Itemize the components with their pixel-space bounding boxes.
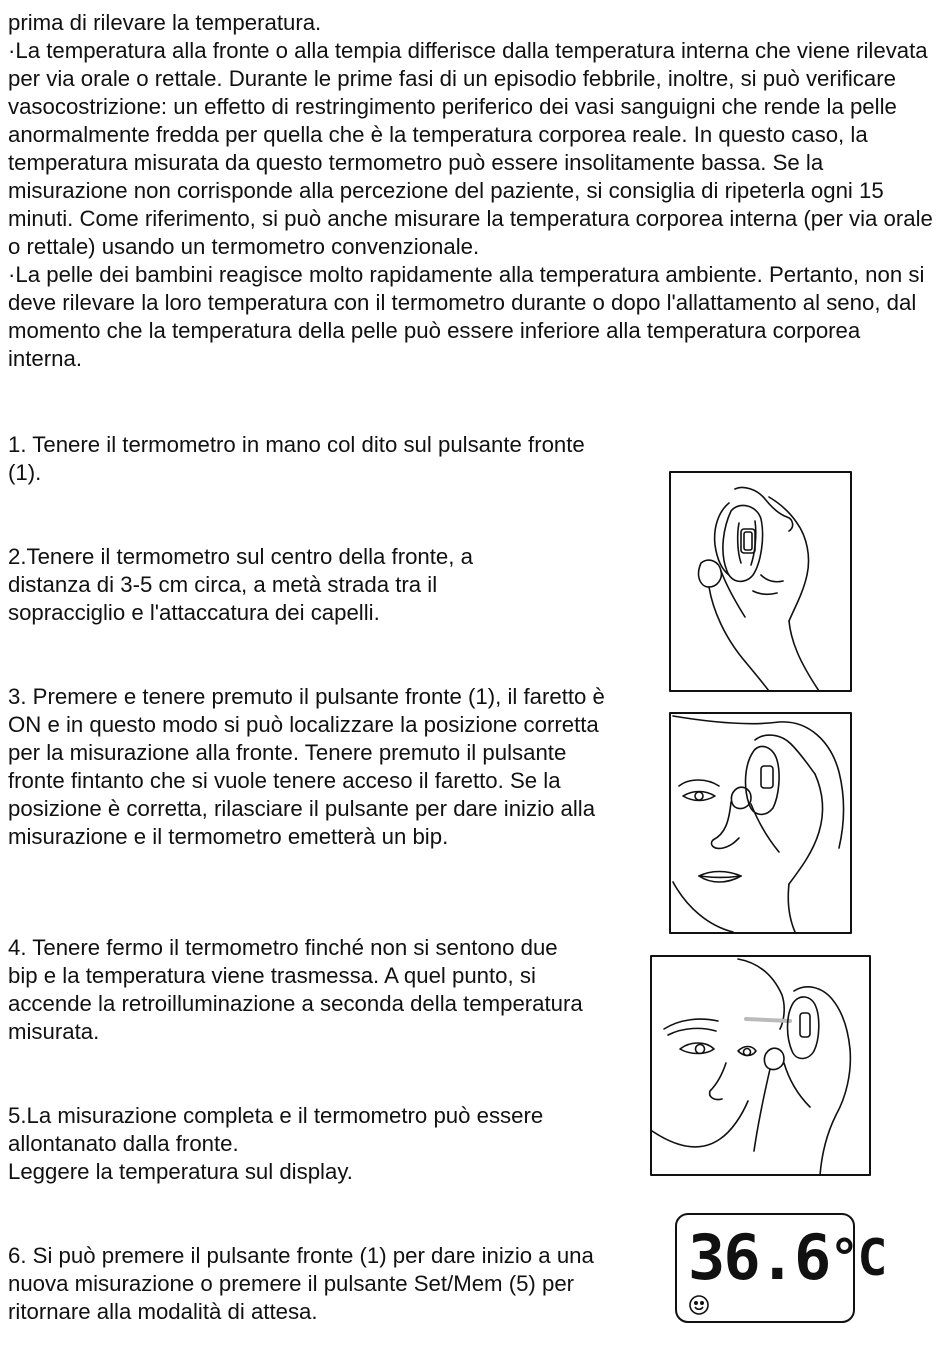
step-6-text: 6. Si può premere il pulsante fronte (1) per dare inizio a una nuova misurazione o premere il pulsante Set/Mem (5) per ritornare alla modalità di attesa. xyxy=(8,1243,594,1324)
step-4-text: 4. Tenere fermo il termometro finché non si sentono due bip e la temperatura viene trasmessa. A quel punto, si accende la retroilluminazione a seconda della temperatura misurata. xyxy=(8,935,583,1044)
forehead-measuring-illustration xyxy=(650,955,871,1176)
temperature-unit: °C xyxy=(829,1229,886,1287)
intro-text xyxy=(8,9,938,373)
intro-paragraph-1: prima di rilevare la temperatura. xyxy=(8,10,322,35)
temperature-value: 36.6 xyxy=(688,1221,830,1294)
intro-paragraph-2: ·La temperatura alla fronte o alla tempia differisce dalla temperatura interna che viene rilevata per via orale o rettale. Durante le prime fasi di un episodio febbrile, inoltre, si può verificare vasocostrizione: un effetto di restringimento periferico dei vasi sanguigni che rende la pelle anormalmente fredda per quella che è la temperatura corporea reale. In questo caso, la temperatura misurata da questo termometro può essere insolitamente bassa. Se la misurazione non corrisponde alla percezione del paziente, si consiglia di ripeterla ogni 15 minuti. Come riferimento, si può anche misurare la temperatura corporea interna (per via orale o rettale) usando un termometro convenzionale. xyxy=(8,38,933,259)
lcd-display xyxy=(674,1212,886,1324)
intro-paragraph-3: ·La pelle dei bambini reagisce molto rapidamente alla temperatura ambiente. Pertanto, non si deve rilevare la loro temperatura con il termometro durante o dopo l'allattamento al seno, dal momento che la temperatura della pelle può essere inferiore alla temperatura corporea interna. xyxy=(8,262,925,371)
step-2-text: 2.Tenere il termometro sul centro della fronte, a distanza di 3-5 cm circa, a metà strada tra il sopracciglio e l'attaccatura dei capelli. xyxy=(8,544,473,625)
forehead-aiming-illustration xyxy=(669,712,852,934)
smiley-icon xyxy=(688,1294,710,1316)
hand-holding-thermometer-illustration xyxy=(669,471,852,692)
step-3-text: 3. Premere e tenere premuto il pulsante fronte (1), il faretto è ON e in questo modo si può localizzare la posizione corretta per la misurazione alla fronte. Tenere premuto il pulsante fronte fintanto che si vuole tenere acceso il faretto. Se la posizione è corretta, rilasciare il pulsante per dare inizio alla misurazione e il termometro emetterà un bip. xyxy=(8,684,605,849)
step-5-text: 5.La misurazione completa e il termometro può essere allontanato dalla fronte. Leggere la temperatura sul display. xyxy=(8,1103,544,1184)
temperature-readout xyxy=(688,1221,886,1294)
step-1-text: 1. Tenere il termometro in mano col dito sul pulsante fronte (1). xyxy=(8,432,585,485)
